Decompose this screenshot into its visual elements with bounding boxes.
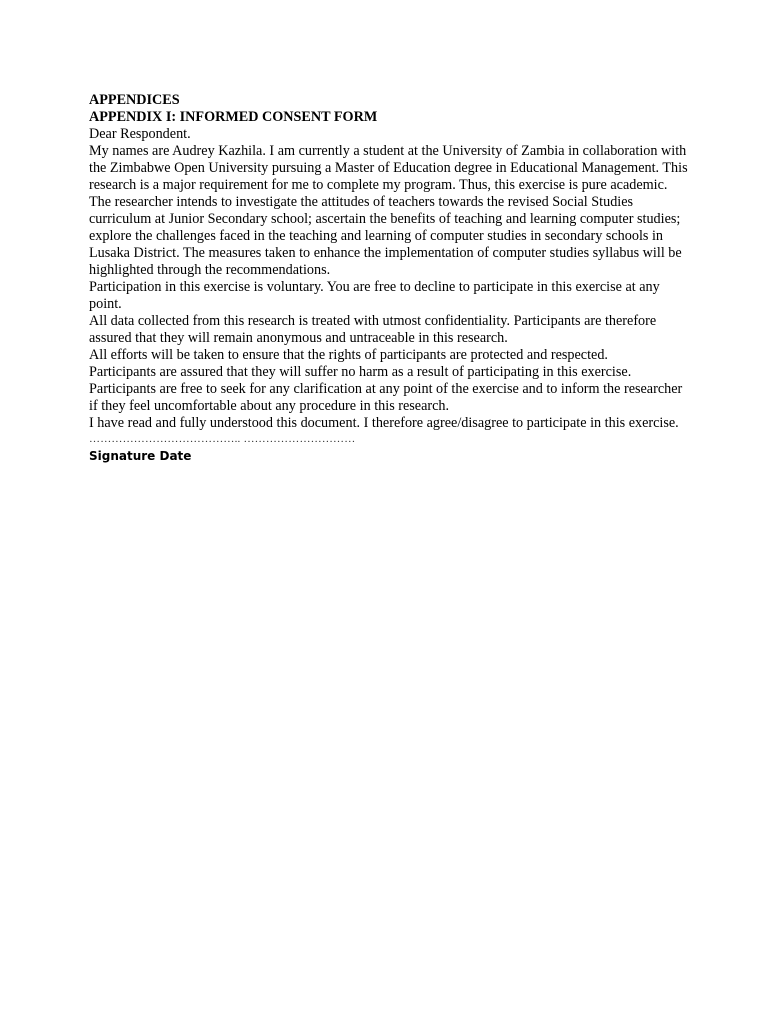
paragraph-introduction: My names are Audrey Kazhila. I am currently a student at the University of Zambia in collaboration with the Zimbabwe Open University pursuing a Master of Education degree in Educational Management. This research is a major requirement for me to complete my program. Thus, this exercise is pure academic. [89,143,688,193]
signature-date-label: Signature Date [89,449,192,463]
paragraph-voluntary: Participation in this exercise is voluntary. You are free to decline to participate in this exercise at any point. [89,279,660,312]
appendices-heading: APPENDICES [89,92,180,108]
signature-line: ………………………………….. ………………………… [89,433,356,445]
appendix-title: APPENDIX I: INFORMED CONSENT FORM [89,109,378,125]
salutation: Dear Respondent. [89,126,191,142]
paragraph-research-aims: The researcher intends to investigate the attitudes of teachers towards the revised Social Studies curriculum at Junior Secondary school; ascertain the benefits of teaching and learning computer studies; explore the challenges faced in the teaching and learning of computer studies in secondary schools in Lusaka District. The measures taken to enhance the implementation of computer studies syllabus will be highlighted through the recommendations. [89,194,682,278]
paragraph-no-harm: Participants are assured that they will suffer no harm as a result of participating in this exercise. [89,364,632,380]
paragraph-clarification: Participants are free to seek for any clarification at any point of the exercise and to inform the researcher if they feel uncomfortable about any procedure in this research. [89,381,683,414]
document-page [89,92,689,464]
paragraph-agreement: I have read and fully understood this document. I therefore agree/disagree to participate in this exercise. [89,415,679,431]
paragraph-confidentiality: All data collected from this research is treated with utmost confidentiality. Participants are therefore assured that they will remain anonymous and untraceable in this research. [89,313,657,346]
paragraph-rights: All efforts will be taken to ensure that the rights of participants are protected and respected. [89,347,608,363]
